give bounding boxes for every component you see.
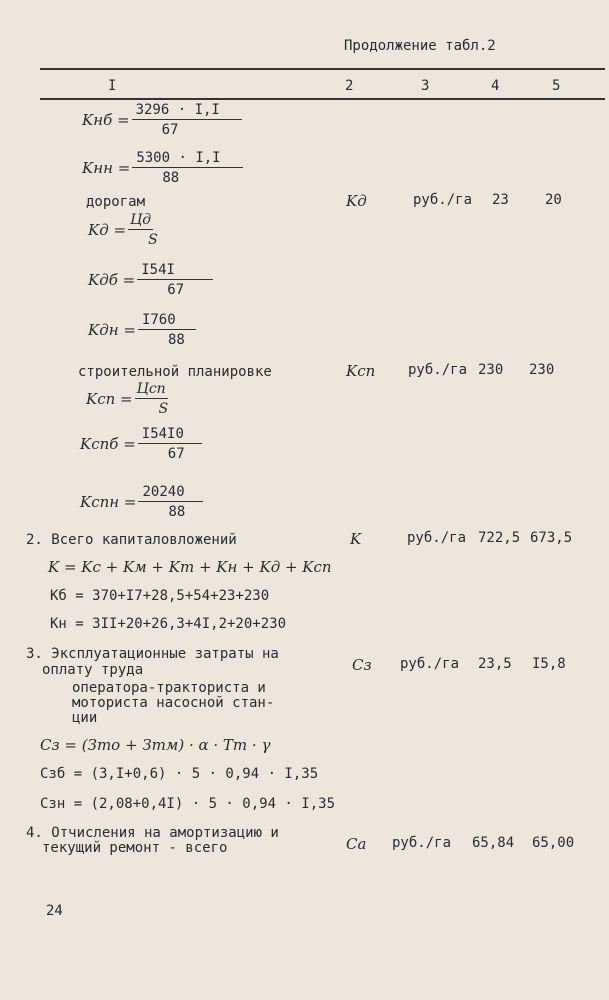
item3-sub-line3: ции [72,710,98,726]
planning-value-5: 230 [529,362,555,378]
roads-value-5: 20 [545,192,562,208]
col-header-5: 5 [552,78,561,94]
table-top-rule [40,68,605,70]
item2-formula-total: K = Kс + Kм + Kт + Kн + Kд + Kсп [48,558,332,576]
item3-formula-general: Cз = (Зто + Зтм) · α · Tт · γ [40,736,271,754]
item4-symbol: Ca [346,835,367,853]
col-header-1: I [108,78,117,94]
item2-unit: руб./га [407,530,467,546]
item2-formula-base: Kб = 370+I7+28,5+54+23+230 [50,588,270,604]
formula-kdb: Kдб = $\frac{I54I}{67}$ [88,262,213,298]
col-header-4: 4 [491,78,500,94]
item3-unit: руб./га [400,656,460,672]
formula-ksp: Kсп = $\frac{\text{Цсп}}{S}$ [86,381,169,417]
roads-label: дорогам [86,194,146,210]
item3-label-line1: 3. Эксплуатационные затраты на [26,646,279,662]
item4-label-line2: текущий ремонт - всего [42,840,228,856]
formula-kspn: Kспн = $\frac{20240}{88}$ [80,484,203,520]
item2-label: 2. Всего капиталовложений [26,532,237,548]
item3-value-4: 23,5 [478,656,512,672]
item2-value-4: 722,5 [478,530,521,546]
page-number: 24 [46,903,63,919]
item3-formula-new: Cзн = (2,08+0,4I) · 5 · 0,94 · I,35 [40,796,336,812]
item4-label-line1: 4. Отчисления на амортизацию и [26,825,279,841]
planning-value-4: 230 [478,362,504,378]
item3-label-line2: оплату труда [42,662,144,678]
item3-value-5: I5,8 [532,656,566,672]
roads-unit: руб./га [413,192,473,208]
col-header-3: 3 [421,78,430,94]
formula-kd: Kд = $\frac{Цд}{S}$ [88,212,158,248]
item3-sub-line1: оператора-тракториста и [72,680,266,696]
roads-symbol: Kд [346,192,367,210]
item4-value-4: 65,84 [472,835,515,851]
item3-formula-base: Cзб = (3,I+0,6) · 5 · 0,94 · I,35 [40,766,319,782]
item2-value-5: 673,5 [530,530,573,546]
planning-label: строительной планировке [78,364,272,380]
table-header-rule [40,98,605,100]
roads-value-4: 23 [492,192,509,208]
item2-symbol: K [350,530,362,548]
item3-symbol: Cз [352,656,372,674]
formula-knn: Kнн = $\frac{5300 \cdot I,I}{88}$ [82,150,243,186]
item2-formula-new: Kн = 3II+20+26,3+4I,2+20+230 [50,616,287,632]
item4-unit: руб./га [392,835,452,851]
formula-kspb: Kспб = $\frac{I54I0}{67}$ [80,426,202,462]
item4-value-5: 65,00 [532,835,575,851]
item3-sub-line2: моториста насосной стан- [72,695,275,711]
planning-unit: руб./га [408,362,468,378]
continuation-caption: Продолжение табл.2 [344,38,496,54]
col-header-2: 2 [345,78,354,94]
formula-knb: Kнб = $\frac{3296 \cdot I,I}{67}$ [82,102,242,138]
formula-kdn: Kдн = $\frac{I760}{88}$ [88,312,196,348]
planning-symbol: Kсп [346,362,376,380]
